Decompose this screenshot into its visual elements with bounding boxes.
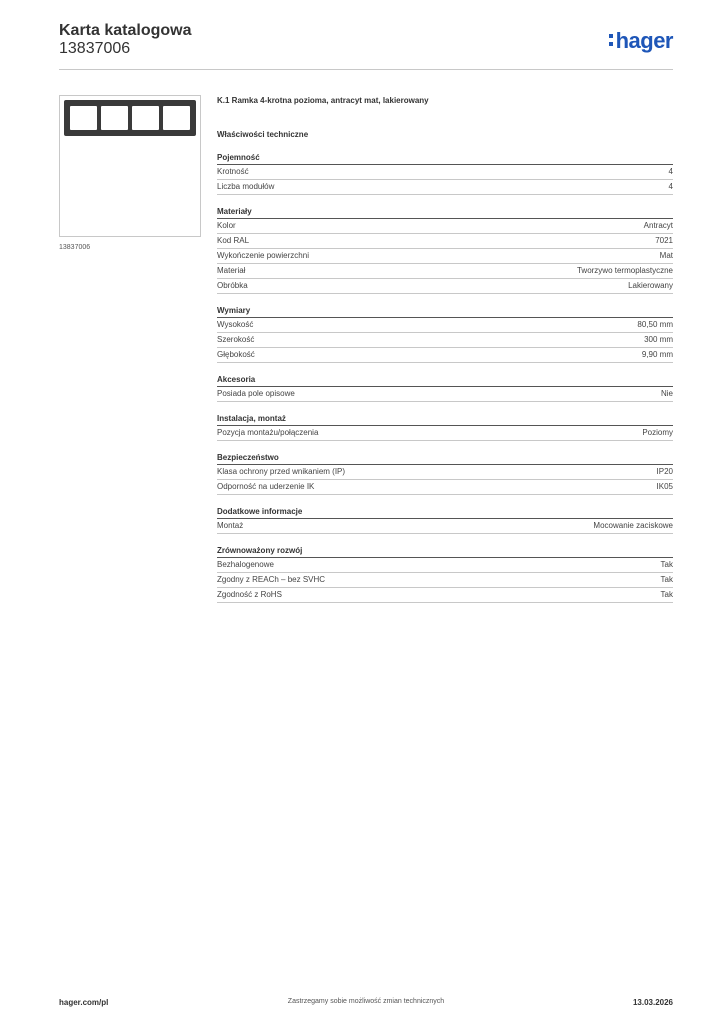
spec-value: Nie: [660, 389, 673, 398]
section-heading: Właściwości techniczne: [217, 130, 309, 139]
spec-group-title: Akcesoria: [217, 373, 673, 387]
spec-label: Klasa ochrony przed wnikaniem (IP): [217, 467, 346, 476]
spec-group-title: Instalacja, montaż: [217, 412, 673, 426]
spec-value: Tak: [660, 590, 673, 599]
spec-value: Mat: [659, 251, 673, 260]
spec-row: [217, 480, 673, 495]
spec-value: Tworzywo termoplastyczne: [576, 266, 673, 275]
footer-disclaimer: Zastrzegamy sobie możliwość zmian technicznych: [287, 998, 445, 1005]
spec-row: [217, 234, 673, 249]
spec-value: Lakierowany: [628, 281, 673, 290]
spec-row: [217, 249, 673, 264]
spec-row: [217, 558, 673, 573]
spec-group-title: Materiały: [217, 205, 673, 219]
document-title: Karta katalogowa: [59, 22, 192, 39]
spec-row: [217, 426, 673, 441]
spec-value: Mocowanie zaciskowe: [593, 521, 673, 530]
spec-label: Szerokość: [217, 335, 255, 344]
spec-label: Zgodny z REACh – bez SVHC: [217, 575, 326, 584]
spec-group: [217, 151, 673, 195]
spec-value: IP20: [656, 467, 673, 476]
spec-row: [217, 333, 673, 348]
spec-row: [217, 180, 673, 195]
spec-label: Obróbka: [217, 281, 248, 290]
logo-text: hager: [615, 28, 673, 53]
spec-label: Zgodność z RoHS: [217, 590, 282, 599]
spec-row: [217, 387, 673, 402]
spec-group-title: Pojemność: [217, 151, 673, 165]
spec-group: [217, 505, 673, 534]
spec-group: [217, 412, 673, 441]
spec-group: [217, 304, 673, 363]
spec-value: 7021: [655, 236, 673, 245]
spec-row: [217, 318, 673, 333]
spec-value: Antracyt: [643, 221, 673, 230]
spec-row: [217, 165, 673, 180]
spec-label: Posiada pole opisowe: [217, 389, 295, 398]
product-image: [59, 95, 201, 237]
spec-groups: [217, 151, 673, 603]
spec-label: Materiał: [217, 266, 246, 275]
spec-value: Tak: [660, 575, 673, 584]
footer-date: 13.03.2026: [632, 998, 673, 1007]
image-caption: 13837006: [59, 244, 91, 251]
spec-label: Montaż: [217, 521, 244, 530]
logo-dots-icon: [609, 28, 614, 46]
spec-group-title: Bezpieczeństwo: [217, 451, 673, 465]
spec-row: [217, 219, 673, 234]
spec-label: Wysokość: [217, 320, 254, 329]
spec-value: 4: [668, 167, 673, 176]
spec-group-title: Wymiary: [217, 304, 673, 318]
spec-row: [217, 348, 673, 363]
spec-label: Pozycja montażu/połączenia: [217, 428, 319, 437]
spec-label: Kolor: [217, 221, 236, 230]
spec-group: [217, 205, 673, 294]
spec-content: [217, 95, 673, 603]
page-header: [59, 22, 673, 70]
spec-row: [217, 279, 673, 294]
spec-value: 9,90 mm: [641, 350, 673, 359]
spec-group: [217, 451, 673, 495]
spec-value: IK05: [656, 482, 673, 491]
footer-website[interactable]: hager.com/pl: [59, 998, 109, 1007]
spec-group: [217, 373, 673, 402]
spec-label: Głębokość: [217, 350, 255, 359]
spec-row: [217, 465, 673, 480]
spec-row: [217, 519, 673, 534]
product-code: 13837006: [59, 40, 131, 57]
spec-label: Wykończenie powierzchni: [217, 251, 309, 260]
spec-value: 4: [668, 182, 673, 191]
frame-4-gang-icon: [64, 100, 196, 136]
spec-row: [217, 264, 673, 279]
spec-label: Liczba modułów: [217, 182, 275, 191]
spec-value: Tak: [660, 560, 673, 569]
spec-value: Poziomy: [642, 428, 673, 437]
spec-value: 80,50 mm: [637, 320, 673, 329]
spec-group: [217, 544, 673, 603]
spec-row: [217, 588, 673, 603]
spec-group-title: Dodatkowe informacje: [217, 505, 673, 519]
spec-label: Krotność: [217, 167, 249, 176]
hager-logo: [609, 28, 673, 54]
product-name: K.1 Ramka 4-krotna pozioma, antracyt mat, lakierowany: [217, 96, 429, 105]
spec-row: [217, 573, 673, 588]
spec-value: 300 mm: [644, 335, 673, 344]
spec-label: Bezhalogenowe: [217, 560, 274, 569]
spec-label: Odporność na uderzenie IK: [217, 482, 315, 491]
spec-label: Kod RAL: [217, 236, 250, 245]
spec-group-title: Zrównoważony rozwój: [217, 544, 673, 558]
